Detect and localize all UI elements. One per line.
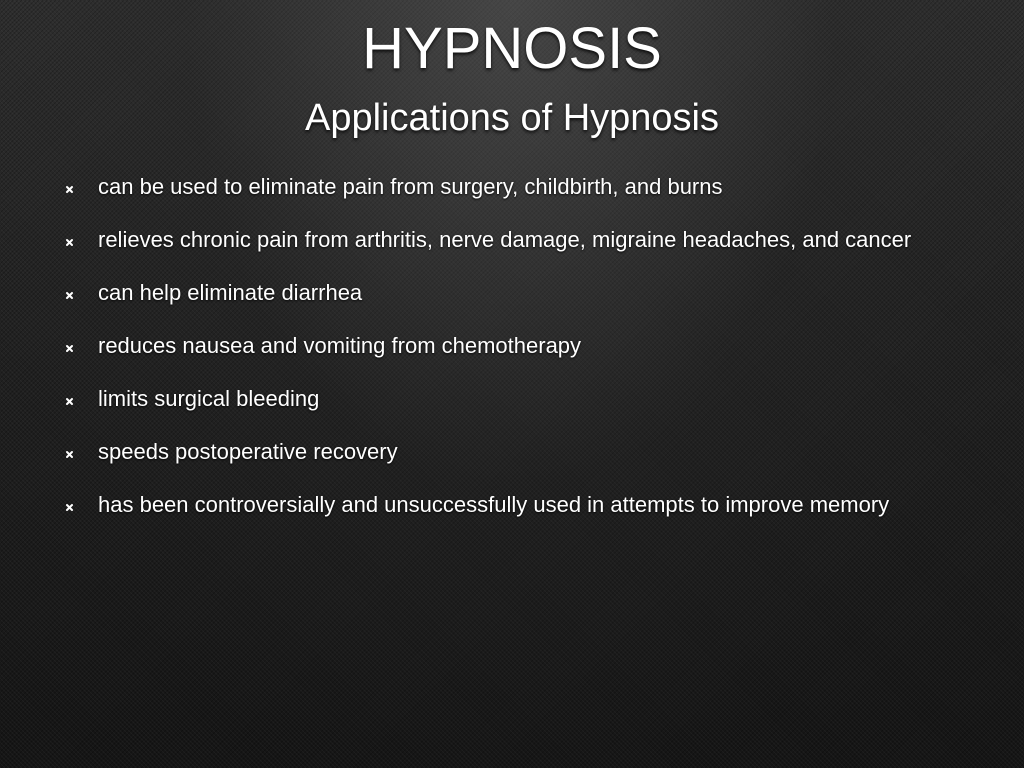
bullet-text: limits surgical bleeding — [98, 386, 320, 411]
cross-mark-icon — [62, 441, 76, 463]
bullet-text: can be used to eliminate pain from surgery, childbirth, and burns — [98, 174, 723, 199]
cross-mark-icon — [62, 282, 76, 304]
slide-title: HYPNOSIS — [362, 16, 662, 81]
bullet-text: speeds postoperative recovery — [98, 439, 398, 464]
bullet-text: can help eliminate diarrhea — [98, 280, 363, 305]
cross-mark-icon — [62, 335, 76, 357]
bullet-list — [62, 172, 942, 543]
bullet-item — [62, 172, 942, 201]
bullet-item — [62, 278, 942, 307]
bullet-text: has been controversially and unsuccessfully used in attempts to improve memory — [98, 492, 890, 517]
cross-mark-icon — [62, 176, 76, 198]
bullet-text: reduces nausea and vomiting from chemotherapy — [98, 333, 582, 358]
bullet-item — [62, 331, 942, 360]
bullet-item — [62, 490, 942, 519]
slide-subtitle: Applications of Hypnosis — [305, 97, 719, 139]
bullet-item — [62, 225, 942, 254]
cross-mark-icon — [62, 388, 76, 410]
bullet-text: relieves chronic pain from arthritis, nerve damage, migraine headaches, and cancer — [98, 227, 912, 252]
bullet-item — [62, 437, 942, 466]
cross-mark-icon — [62, 229, 76, 251]
bullet-item — [62, 384, 942, 413]
cross-mark-icon — [62, 494, 76, 516]
